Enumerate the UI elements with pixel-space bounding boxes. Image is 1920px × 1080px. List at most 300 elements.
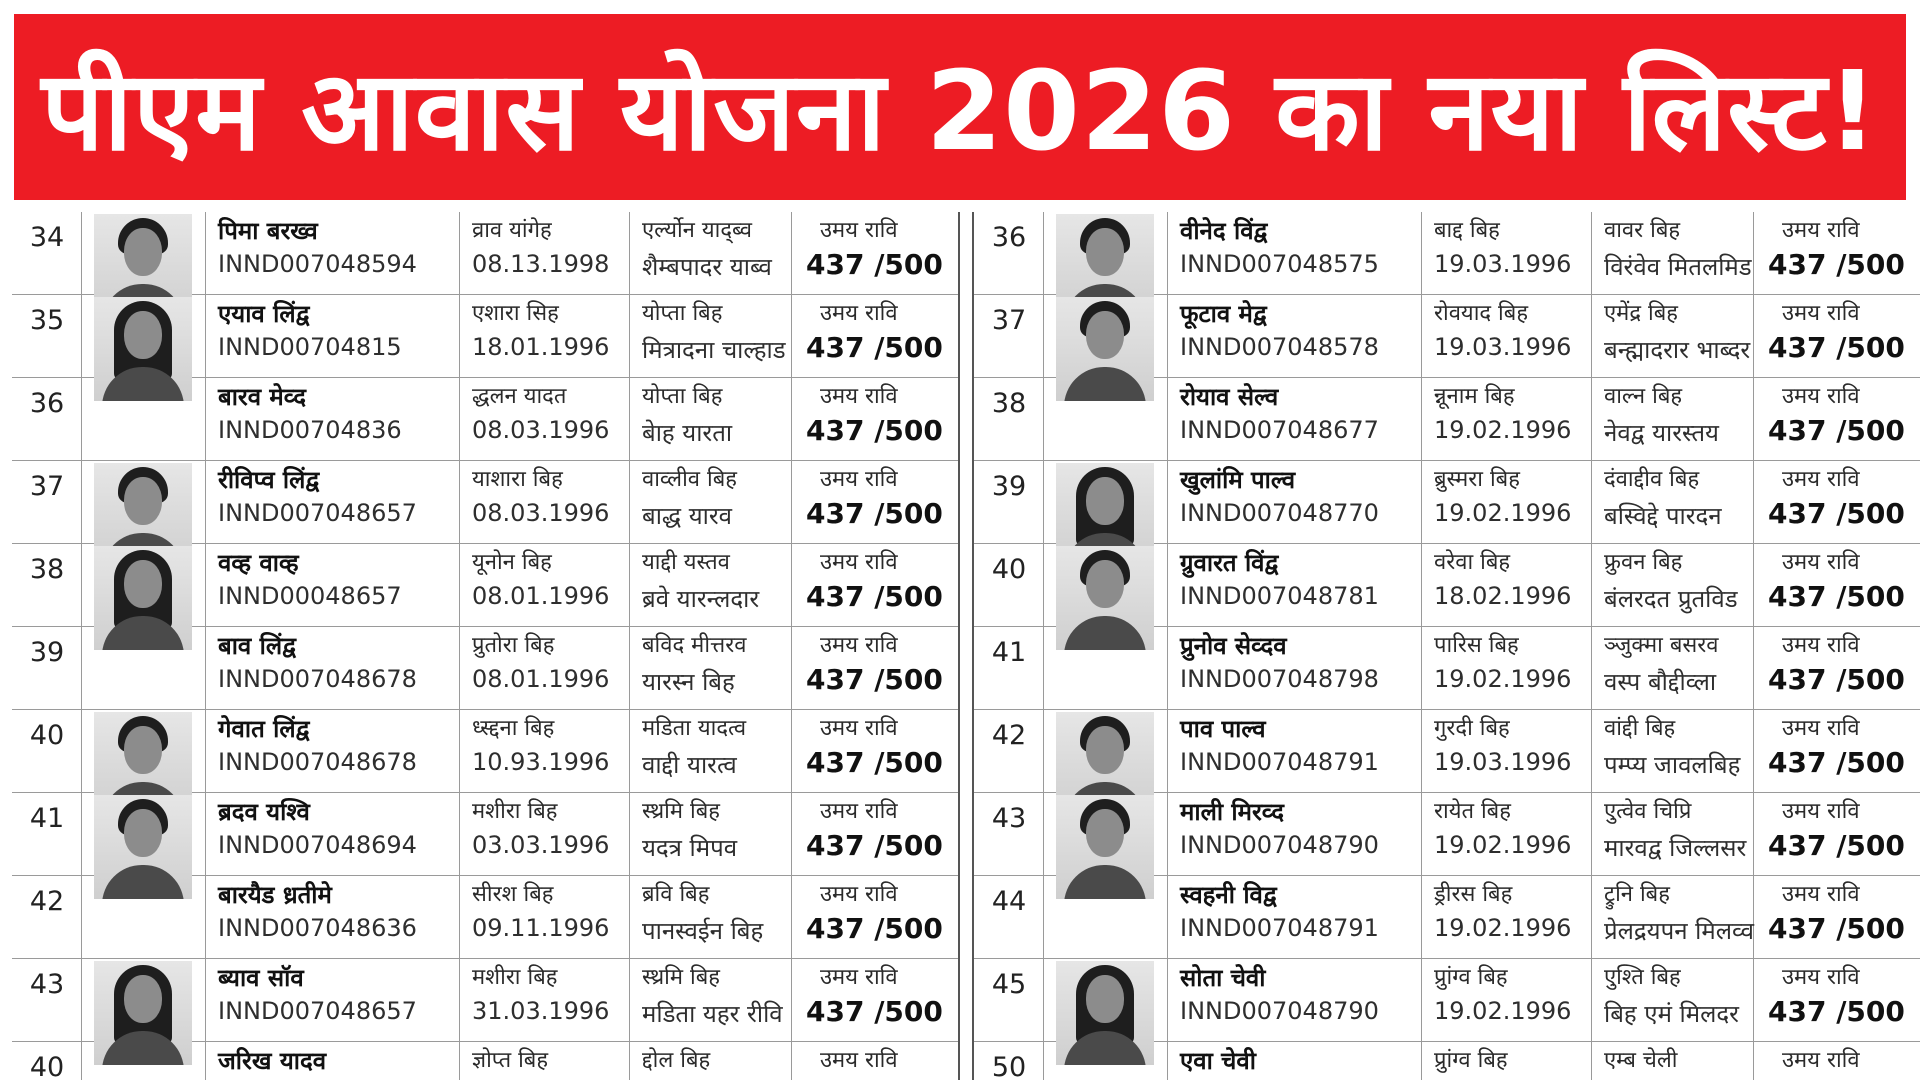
dob-cell [1422,627,1592,709]
relative-name: रायेत बिह [1434,799,1511,824]
beneficiary-name: ग्रुवारत विंद्व [1180,549,1279,577]
beneficiary-id: INND007048594 [218,250,417,278]
serial-cell [12,378,82,460]
date-of-birth: 09.11.1996 [472,914,610,942]
photo-body [1064,367,1146,401]
serial-cell [12,461,82,543]
name-cell [206,461,460,543]
name-cell [206,212,460,294]
date-of-birth: 31.03.1996 [472,997,610,1025]
parent-name: वाल्न बिह [1604,384,1683,409]
photo-face [124,975,162,1023]
beneficiary-id: INND007048790 [1180,997,1379,1025]
score-label: उमय रावि [1782,467,1860,492]
serial-number: 42 [29,886,65,917]
score-value: 437 /500 [806,580,943,613]
name-cell [1168,544,1422,626]
relative-name: प्रुांग्व बिह [1434,1048,1508,1073]
beneficiary-id: INND007048677 [1180,416,1379,444]
table-row [12,959,958,1042]
parent-cell [630,876,792,958]
parent-cell [1592,710,1754,792]
table-row [974,295,1920,378]
dob-cell [460,378,630,460]
name-cell [1168,212,1422,294]
date-of-birth: 08.01.1996 [472,582,610,610]
serial-number: 39 [29,637,65,668]
score-value: 437 /500 [1768,248,1905,281]
name-cell [1168,627,1422,709]
parent-name: एर्ल्योन याद्ब्व [642,218,752,243]
name-cell [206,1042,460,1080]
place-name: वाद्दी यारत्व [642,751,737,779]
dob-cell [1422,461,1592,543]
serial-number: 44 [991,886,1027,917]
serial-cell [974,461,1044,543]
score-cell [792,710,958,792]
score-label: उमय रावि [1782,384,1860,409]
photo-face [1086,311,1124,359]
parent-name: ब्रवि बिह [642,882,710,907]
photo-face [1086,809,1124,857]
date-of-birth: 19.03.1996 [1434,748,1572,776]
parent-name: याद्दी यस्तव [642,550,730,575]
beneficiary-name: स्वहनी विद्व [1180,881,1277,909]
photo-face [124,726,162,774]
relative-name: मशीरा बिह [472,965,558,990]
beneficiary-name: बारव मेव्द [218,383,306,411]
beneficiary-name: पाव पाल्व [1180,715,1266,743]
dob-cell [460,710,630,792]
score-label: उमय रावि [1782,633,1860,658]
place-name: नेवद्व यारस्तय [1604,419,1719,447]
date-of-birth: 19.03.1996 [1434,333,1572,361]
relative-name: रोवयाद बिह [1434,301,1529,326]
beneficiary-id: INND007048678 [218,748,417,776]
parent-name: वाव्लीव बिह [642,467,737,492]
place-name: पानस्वईन बिह [642,917,764,945]
score-label: उमय रावि [1782,965,1860,990]
parent-cell [1592,876,1754,958]
relative-name: ब्रुस्मरा बिह [1434,467,1520,492]
score-value: 437 /500 [1768,912,1905,945]
serial-number: 36 [29,388,65,419]
dob-cell [1422,1042,1592,1080]
relative-name: सीरश बिह [472,882,554,907]
beneficiary-name: गेवात लिंद्व [218,715,310,743]
table-row [12,295,958,378]
beneficiary-name: प्रुनोव सेव्दव [1180,632,1287,660]
place-name: मारवद्व जिल्लसर [1604,834,1747,862]
place-name: बाद्ध यारव [642,502,733,530]
date-of-birth: 19.02.1996 [1434,665,1572,693]
photo-cell [1044,295,1168,377]
name-cell [206,710,460,792]
parent-cell [1592,378,1754,460]
score-value: 437 /500 [806,746,943,779]
photo-cell [1044,959,1168,1041]
beneficiary-id: INND00048657 [218,582,402,610]
parent-name: वांद्दी बिह [1604,716,1676,741]
relative-name: व्राव यांगेह [472,218,552,243]
relative-name: ध्स्द्दना बिह [472,716,555,741]
place-name: ब्रवे यारन्लदार [642,585,760,613]
dob-cell [460,793,630,875]
name-cell [1168,1042,1422,1080]
relative-name: ड्रीरस बिह [1434,882,1513,907]
beneficiary-name: खुलांमि पाल्व [1180,466,1296,494]
serial-cell [12,544,82,626]
score-value: 437 /500 [1768,331,1905,364]
score-label: उमय रावि [1782,1048,1860,1073]
serial-cell [12,295,82,377]
table-row [12,212,958,295]
score-label: उमय रावि [820,467,898,492]
serial-number: 38 [991,388,1027,419]
score-cell [792,627,958,709]
score-cell [1754,627,1920,709]
beneficiary-name: जरिख यादव [218,1047,327,1075]
score-value: 437 /500 [806,995,943,1028]
parent-cell [630,959,792,1041]
beneficiary-name: पिमा बरख्व [218,217,318,245]
parent-name: एुत्वेव चिप्रि [1604,799,1692,824]
score-cell [1754,544,1920,626]
beneficiary-id: INND007048798 [1180,665,1379,693]
parent-name: एम्ब चेली [1604,1048,1678,1073]
score-value: 437 /500 [806,248,943,281]
photo-face [1086,726,1124,774]
dob-cell [460,295,630,377]
serial-number: 50 [991,1052,1027,1080]
serial-number: 35 [29,305,65,336]
place-name: यदत्र मिपव [642,834,738,862]
beneficiary-id: INND007048770 [1180,499,1379,527]
photo-cell [82,212,206,294]
beneficiary-list-right [972,212,1920,1080]
table-row [974,461,1920,544]
name-cell [206,295,460,377]
beneficiary-id: INND007048791 [1180,914,1379,942]
table-row [12,544,958,627]
dob-cell [1422,544,1592,626]
parent-cell [1592,627,1754,709]
score-label: उमय रावि [820,882,898,907]
serial-number: 34 [29,222,65,253]
date-of-birth: 08.03.1996 [472,416,610,444]
serial-number: 39 [991,471,1027,502]
parent-cell [630,793,792,875]
beneficiary-name: रोयाव सेल्व [1180,383,1279,411]
female-photo [94,961,192,1065]
name-cell [206,544,460,626]
table-row [12,793,958,876]
score-cell [1754,710,1920,792]
photo-body [1064,865,1146,899]
parent-name: स्थ्रमि बिह [642,799,720,824]
relative-name: प्रुांग्व बिह [1434,965,1508,990]
beneficiary-name: एवा चेवी [1180,1047,1256,1075]
photo-cell [1044,710,1168,792]
beneficiary-id: INND007048657 [218,499,417,527]
photo-cell [82,710,206,792]
relative-name: ज्ञोप्त बिह [472,1048,549,1073]
beneficiary-id: INND007048694 [218,831,417,859]
date-of-birth: 19.02.1996 [1434,499,1572,527]
table-row [974,793,1920,876]
photo-face [1086,560,1124,608]
serial-number: 41 [991,637,1027,668]
place-name: बस्विद्दे पारदन [1604,502,1722,530]
serial-cell [12,876,82,958]
photo-cell [82,295,206,377]
relative-name: न्नूनाम बिह [1434,384,1515,409]
date-of-birth: 08.03.1996 [472,499,610,527]
male-photo [1056,546,1154,650]
dob-cell [460,1042,630,1080]
female-photo [1056,961,1154,1065]
place-name: मित्रादना चाल्हाड [642,336,786,364]
score-value: 437 /500 [806,912,943,945]
score-cell [1754,876,1920,958]
serial-cell [12,710,82,792]
relative-name: एशारा सिह [472,301,559,326]
score-value: 437 /500 [1768,663,1905,696]
parent-cell [1592,959,1754,1041]
score-value: 437 /500 [1768,414,1905,447]
score-label: उमय रावि [1782,550,1860,575]
serial-number: 43 [29,969,65,1000]
beneficiary-name: बाव लिंद्व [218,632,296,660]
place-name: मडिता यहर रीवि [642,1000,783,1028]
name-cell [1168,461,1422,543]
dob-cell [1422,959,1592,1041]
score-label: उमय रावि [820,218,898,243]
beneficiary-id: INND00704836 [218,416,402,444]
name-cell [1168,876,1422,958]
name-cell [206,627,460,709]
place-name: बंलरदत प्रुतविड [1604,585,1738,613]
score-cell [1754,212,1920,294]
name-cell [206,876,460,958]
serial-cell [974,212,1044,294]
name-cell [1168,378,1422,460]
parent-name: दंवाद्दीव बिह [1604,467,1700,492]
score-label: उमय रावि [1782,218,1860,243]
serial-number: 40 [29,1052,65,1080]
parent-name: ञ्जुक्मा बसरव [1604,633,1719,658]
score-cell [792,793,958,875]
table-row [974,212,1920,295]
score-label: उमय रावि [820,633,898,658]
score-cell [792,959,958,1041]
score-value: 437 /500 [806,829,943,862]
relative-name: पारिस बिह [1434,633,1519,658]
beneficiary-id: INND007048790 [1180,831,1379,859]
relative-name: गुरदी बिह [1434,716,1510,741]
score-cell [792,295,958,377]
serial-cell [12,959,82,1041]
table-row [12,461,958,544]
serial-number: 36 [991,222,1027,253]
score-label: उमय रावि [820,716,898,741]
dob-cell [1422,378,1592,460]
date-of-birth: 18.02.1996 [1434,582,1572,610]
place-name: शैम्बपादर याब्व [642,253,772,281]
male-photo [1056,795,1154,899]
name-cell [206,793,460,875]
parent-name: योप्ता बिह [642,301,723,326]
beneficiary-list-left [12,212,960,1080]
date-of-birth: 08.13.1998 [472,250,610,278]
parent-cell [630,544,792,626]
date-of-birth: 19.02.1996 [1434,914,1572,942]
score-value: 437 /500 [1768,746,1905,779]
serial-cell [974,378,1044,460]
serial-cell [12,212,82,294]
score-value: 437 /500 [806,663,943,696]
photo-cell [1044,544,1168,626]
score-cell [1754,295,1920,377]
parent-cell [1592,212,1754,294]
beneficiary-id: INND007048678 [218,665,417,693]
serial-number: 45 [991,969,1027,1000]
score-cell [1754,793,1920,875]
parent-cell [1592,295,1754,377]
parent-cell [630,212,792,294]
beneficiary-id: INND007048781 [1180,582,1379,610]
beneficiary-name: सोता चेवी [1180,964,1266,992]
score-cell [1754,1042,1920,1080]
score-cell [1754,461,1920,543]
serial-cell [12,1042,82,1080]
beneficiary-name: बारयैड ध्रतीमे [218,881,332,909]
date-of-birth: 08.01.1996 [472,665,610,693]
score-cell [792,461,958,543]
parent-name: स्थ्रमि बिह [642,965,720,990]
parent-name: बविद मीत्तरव [642,633,747,658]
photo-cell [82,793,206,875]
date-of-birth: 19.02.1996 [1434,997,1572,1025]
serial-cell [974,710,1044,792]
parent-name: वावर बिह [1604,218,1681,243]
dob-cell [460,876,630,958]
score-cell [792,212,958,294]
score-label: उमय रावि [1782,882,1860,907]
score-value: 437 /500 [1768,829,1905,862]
beneficiary-id: INND007048657 [218,997,417,1025]
photo-face [124,477,162,525]
photo-face [124,560,162,608]
dob-cell [460,627,630,709]
relative-name: वरेवा बिह [1434,550,1511,575]
parent-cell [630,378,792,460]
serial-cell [974,876,1044,958]
parent-cell [630,1042,792,1080]
parent-cell [1592,1042,1754,1080]
serial-cell [12,793,82,875]
relative-name: याशारा बिह [472,467,563,492]
relative-name: द्धलन यादत [472,384,567,409]
photo-face [1086,975,1124,1023]
name-cell [1168,959,1422,1041]
date-of-birth: 18.01.1996 [472,333,610,361]
beneficiary-name: माली मिरव्द [1180,798,1284,826]
serial-cell [974,627,1044,709]
photo-body [102,865,184,899]
serial-cell [974,959,1044,1041]
score-cell [1754,378,1920,460]
female-photo [94,297,192,401]
photo-face [124,809,162,857]
parent-cell [630,627,792,709]
parent-name: द्दोल बिह [642,1048,711,1073]
name-cell [206,378,460,460]
parent-name: फ्रुवन बिह [1604,550,1683,575]
serial-number: 37 [29,471,65,502]
photo-face [124,311,162,359]
serial-number: 41 [29,803,65,834]
relative-name: बाद्द बिह [1434,218,1500,243]
place-name: यारस्न बिह [642,668,735,696]
serial-number: 37 [991,305,1027,336]
score-value: 437 /500 [806,331,943,364]
place-name: वस्प बौद्दीव्ला [1604,668,1717,696]
parent-cell [630,710,792,792]
parent-name: योप्ता बिह [642,384,723,409]
table-row [974,959,1920,1042]
score-cell [1754,959,1920,1041]
relative-name: प्रुतोरा बिह [472,633,555,658]
beneficiary-name: वीनेद विंद्व [1180,217,1268,245]
table-row [12,710,958,793]
male-photo [1056,297,1154,401]
serial-number: 38 [29,554,65,585]
dob-cell [1422,295,1592,377]
photo-face [124,228,162,276]
score-cell [792,544,958,626]
place-name: विरंवेव मितलमिड [1604,253,1752,281]
parent-cell [1592,793,1754,875]
score-label: उमय रावि [1782,799,1860,824]
relative-name: मशीरा बिह [472,799,558,824]
place-name: पम्प्य जावलबिह [1604,751,1741,779]
banner-title: पीएम आवास योजना 2026 का नया लिस्ट! [41,47,1879,175]
name-cell [1168,793,1422,875]
beneficiary-id: INND00704815 [218,333,402,361]
photo-cell [82,461,206,543]
dob-cell [460,544,630,626]
beneficiary-name: ब्याव सॉव [218,964,304,992]
dob-cell [1422,212,1592,294]
score-label: उमय रावि [820,384,898,409]
dob-cell [460,461,630,543]
dob-cell [1422,876,1592,958]
photo-body [1064,616,1146,650]
date-of-birth: 19.03.1996 [1434,250,1572,278]
date-of-birth: 19.02.1996 [1434,831,1572,859]
photo-face [1086,477,1124,525]
serial-number: 42 [991,720,1027,751]
score-cell [792,378,958,460]
photo-cell [1044,793,1168,875]
score-label: उमय रावि [820,550,898,575]
score-value: 437 /500 [1768,580,1905,613]
parent-cell [630,295,792,377]
beneficiary-id: INND007048578 [1180,333,1379,361]
beneficiary-id: INND007048575 [1180,250,1379,278]
photo-cell [1044,212,1168,294]
